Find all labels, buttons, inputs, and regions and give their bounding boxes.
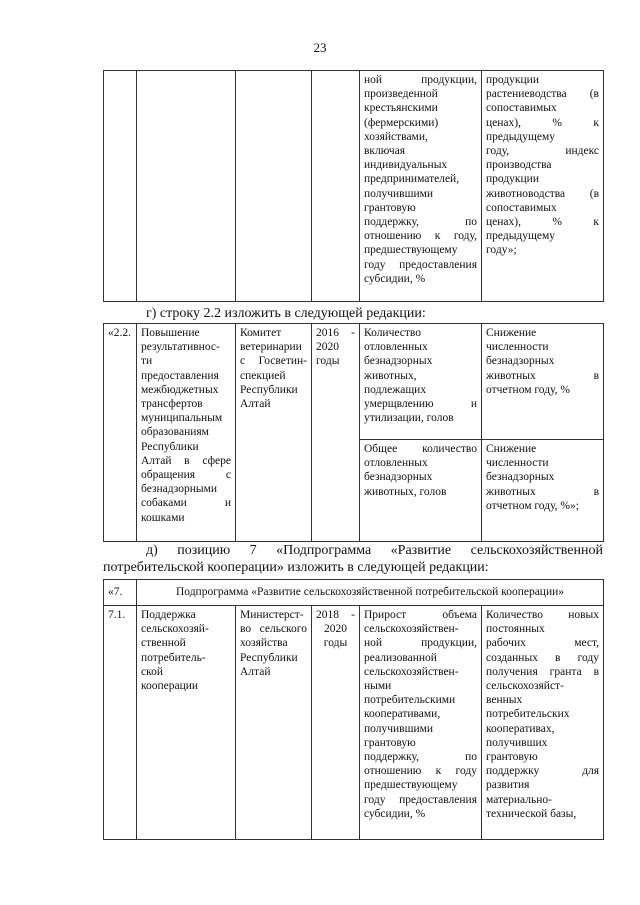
cell-line: 2020 — [316, 341, 339, 354]
cell-line: кошками — [141, 511, 185, 524]
t2-name-text — [141, 326, 231, 525]
t2-cell-result-1 — [482, 324, 604, 440]
cell-line: хозяйства — [240, 637, 288, 650]
cell-line: Снижение — [486, 327, 537, 339]
t3-cell-executor — [236, 606, 312, 840]
cell-line: 2020 — [324, 623, 347, 636]
cell-line: ной продукции, — [364, 74, 477, 86]
cell-line: получения гранта в — [486, 665, 600, 678]
cell-line: Алтай — [240, 398, 271, 411]
cell-line: отношению к году, — [364, 230, 477, 243]
cell-line: предпринимателей, — [364, 173, 460, 186]
cell-line: ценах), % к — [486, 116, 599, 129]
cell-line: ской — [141, 665, 164, 678]
cell-line: технической базы, — [486, 807, 577, 820]
cell-line: с Госветин- — [240, 355, 307, 368]
cell-line: субсидии, % — [364, 807, 426, 820]
table-row-2-2 — [103, 323, 604, 542]
t3-cell-num — [104, 606, 137, 840]
t2-num: «2.2. — [108, 327, 131, 339]
cell-line: собаками и — [141, 497, 231, 510]
cell-line: потребительскими — [364, 694, 456, 707]
t1-result-text — [486, 73, 599, 258]
cell-line: годы — [316, 355, 340, 368]
cell-line: получившими — [364, 722, 434, 735]
cell-line: получивших — [486, 736, 548, 749]
cell-line: Прирост объема — [364, 609, 477, 621]
cell-line: Снижение — [486, 443, 537, 455]
t1-indicator-text — [364, 73, 477, 286]
t3-cell-indicator — [360, 606, 482, 840]
cell-line: безнадзорных — [486, 471, 555, 484]
cell-line: предшествующему — [364, 244, 458, 257]
t3-num: 7.1. — [108, 609, 126, 621]
t1-cell-period — [312, 71, 360, 302]
cell-line: численности — [486, 341, 549, 354]
cell-line: 2018 - — [316, 609, 355, 621]
cell-line: произведенной — [364, 88, 438, 101]
cell-line: кооперативах, — [486, 722, 555, 735]
cell-line: сопоставимых — [486, 201, 557, 214]
t3-result-text — [486, 608, 599, 821]
t2-cell-indicator-2 — [360, 440, 482, 542]
cell-line: развития — [486, 779, 530, 792]
cell-line: утилизации, голов — [364, 412, 454, 425]
cell-line: ными — [364, 680, 392, 693]
cell-line: индивидуальных — [364, 159, 448, 172]
cell-line: Алтай — [240, 665, 271, 678]
cell-line: животных в — [486, 369, 599, 382]
cell-line: рабочих мест, — [486, 637, 600, 650]
table-continuation — [103, 70, 604, 302]
t3-executor-text — [240, 608, 307, 679]
t2-indicator-2-text — [364, 442, 477, 499]
cell-line: образованиям — [141, 426, 209, 439]
cell-line: безнадзорными — [141, 483, 218, 496]
t2-cell-executor — [236, 324, 312, 542]
t2-cell-indicator-1 — [360, 324, 482, 440]
cell-line: предшествующему — [364, 779, 458, 792]
instruction-g: г) строку 2.2 изложить в следующей редакции: — [146, 306, 426, 321]
cell-line: созданных в году — [486, 651, 600, 664]
cell-line: сопоставимых — [486, 102, 557, 115]
cell-line: (фермерскими) — [364, 116, 439, 129]
cell-line: грантовую — [364, 201, 416, 214]
cell-line: межбюджетных — [141, 383, 219, 396]
t2-cell-name — [137, 324, 236, 542]
cell-line: обращения с — [141, 469, 231, 482]
instruction-d-line-1: д) позицию 7 «Подпрограмма «Развитие сельскохозяйственной — [146, 543, 603, 558]
t3-indicator-text — [364, 608, 477, 821]
t2-cell-period — [312, 324, 360, 542]
cell-line: 2016 - — [316, 327, 355, 339]
cell-line: Комитет — [240, 327, 282, 339]
t3-name-text — [141, 608, 231, 693]
cell-line: Количество — [364, 327, 421, 339]
t3-cell-name — [137, 606, 236, 840]
cell-line: году, индекс — [486, 145, 599, 158]
cell-line: ственной — [141, 637, 186, 650]
cell-line: продукции — [486, 173, 539, 186]
cell-line: хозяйствами, — [364, 130, 428, 143]
cell-line: году предоставления — [364, 258, 477, 271]
cell-line: отловленных — [364, 341, 428, 354]
cell-line: животных, — [364, 369, 417, 382]
cell-line: Министерст- — [240, 609, 304, 621]
t2-cell-num — [104, 324, 137, 542]
t2-executor-text — [240, 326, 307, 411]
cell-line: ти — [141, 355, 153, 368]
t3-period-text — [316, 608, 355, 651]
cell-line: спекцией — [240, 369, 286, 382]
cell-line: Республики — [240, 383, 298, 396]
cell-line: производства — [486, 159, 552, 172]
cell-line: умерщвлению и — [364, 398, 477, 411]
t1-cell-indicator — [360, 71, 482, 302]
t3-head-num: «7. — [108, 586, 123, 599]
cell-line: крестьянскими — [364, 102, 438, 115]
cell-line: поддержку, по — [364, 216, 477, 229]
cell-line: грантовую — [364, 736, 416, 749]
cell-line: Общее количество — [364, 443, 477, 455]
cell-line: предоставления — [141, 369, 219, 382]
instruction-d — [103, 542, 603, 576]
cell-line: ценах), % к — [486, 216, 599, 229]
cell-line: Повышение — [141, 327, 200, 339]
cell-line: подлежащих — [364, 383, 427, 396]
table-position-7 — [103, 579, 604, 840]
t1-cell-num — [104, 71, 137, 302]
cell-line: постоянных — [486, 623, 545, 636]
cell-line: материально- — [486, 793, 552, 806]
cell-line: безнадзорных — [364, 471, 433, 484]
cell-line: потребительских — [486, 708, 570, 721]
cell-line: сельскохозяйствен- — [364, 665, 459, 678]
cell-line: венных — [486, 694, 523, 707]
t3-head-title: Подпрограмма «Развитие сельскохозяйственной потребительской кооперации» — [175, 586, 565, 599]
cell-line: году предоставления — [364, 793, 477, 806]
cell-line: трансфертов — [141, 398, 203, 411]
t3-cell-head-num — [104, 580, 137, 606]
cell-line: ной продукции, — [364, 637, 477, 650]
cell-line: сельскохозяйст- — [486, 680, 564, 693]
t2-result-1-text — [486, 326, 599, 397]
t3-cell-period — [312, 606, 360, 840]
cell-line: году»; — [486, 244, 517, 257]
t1-cell-executor — [236, 71, 312, 302]
cell-line: годы — [323, 637, 348, 650]
cell-line: во сельского — [240, 623, 307, 636]
cell-line: кооперативами, — [364, 708, 441, 721]
t3-cell-head-title — [137, 580, 604, 606]
cell-line: поддержку, по — [364, 751, 477, 764]
t1-cell-name — [137, 71, 236, 302]
t2-period-text — [316, 326, 355, 369]
cell-line: ветеринарии — [240, 341, 302, 354]
cell-line: предыдущему — [486, 230, 556, 243]
cell-line: Республики — [141, 440, 199, 453]
cell-line: Поддержка — [141, 609, 196, 621]
cell-line: сельскохозяй- — [141, 623, 209, 636]
cell-line: отчетном году, % — [486, 383, 571, 396]
cell-line: реализованной — [364, 651, 437, 664]
cell-line: сельскохозяйствен- — [364, 623, 459, 636]
t2-result-2-text — [486, 442, 599, 513]
cell-line: продукции — [486, 74, 539, 86]
cell-line: предыдущему — [486, 130, 556, 143]
cell-line: поддержку для — [486, 765, 600, 778]
cell-line: животных в — [486, 485, 599, 498]
cell-line: грантовую — [486, 751, 538, 764]
cell-line: результативнос- — [141, 341, 220, 354]
cell-line: Количество новых — [486, 609, 600, 621]
t3-cell-result — [482, 606, 604, 840]
cell-line: животных, голов — [364, 485, 447, 498]
cell-line: отношению к году — [364, 765, 477, 778]
cell-line: отчетном году, %»; — [486, 499, 579, 512]
cell-line: муниципальным — [141, 412, 223, 425]
cell-line: Алтай в сфере — [141, 454, 231, 467]
cell-line: безнадзорных — [364, 355, 433, 368]
cell-line: включая — [364, 145, 406, 158]
cell-line: животноводства (в — [486, 187, 599, 200]
t2-cell-result-2 — [482, 440, 604, 542]
cell-line: Республики — [240, 651, 298, 664]
cell-line: численности — [486, 457, 549, 470]
cell-line: субсидии, % — [364, 272, 426, 285]
instruction-d-line-2: потребительской кооперации» изложить в следующей редакции: — [103, 560, 489, 575]
cell-line: получившими — [364, 187, 434, 200]
page-number: 23 — [313, 40, 327, 55]
cell-line: безнадзорных — [486, 355, 555, 368]
cell-line: кооперации — [141, 680, 199, 693]
t1-cell-result — [482, 71, 604, 302]
cell-line: растениеводства (в — [486, 88, 599, 101]
cell-line: потребитель- — [141, 651, 206, 664]
t2-indicator-1-text — [364, 326, 477, 425]
cell-line: отловленных — [364, 457, 428, 470]
